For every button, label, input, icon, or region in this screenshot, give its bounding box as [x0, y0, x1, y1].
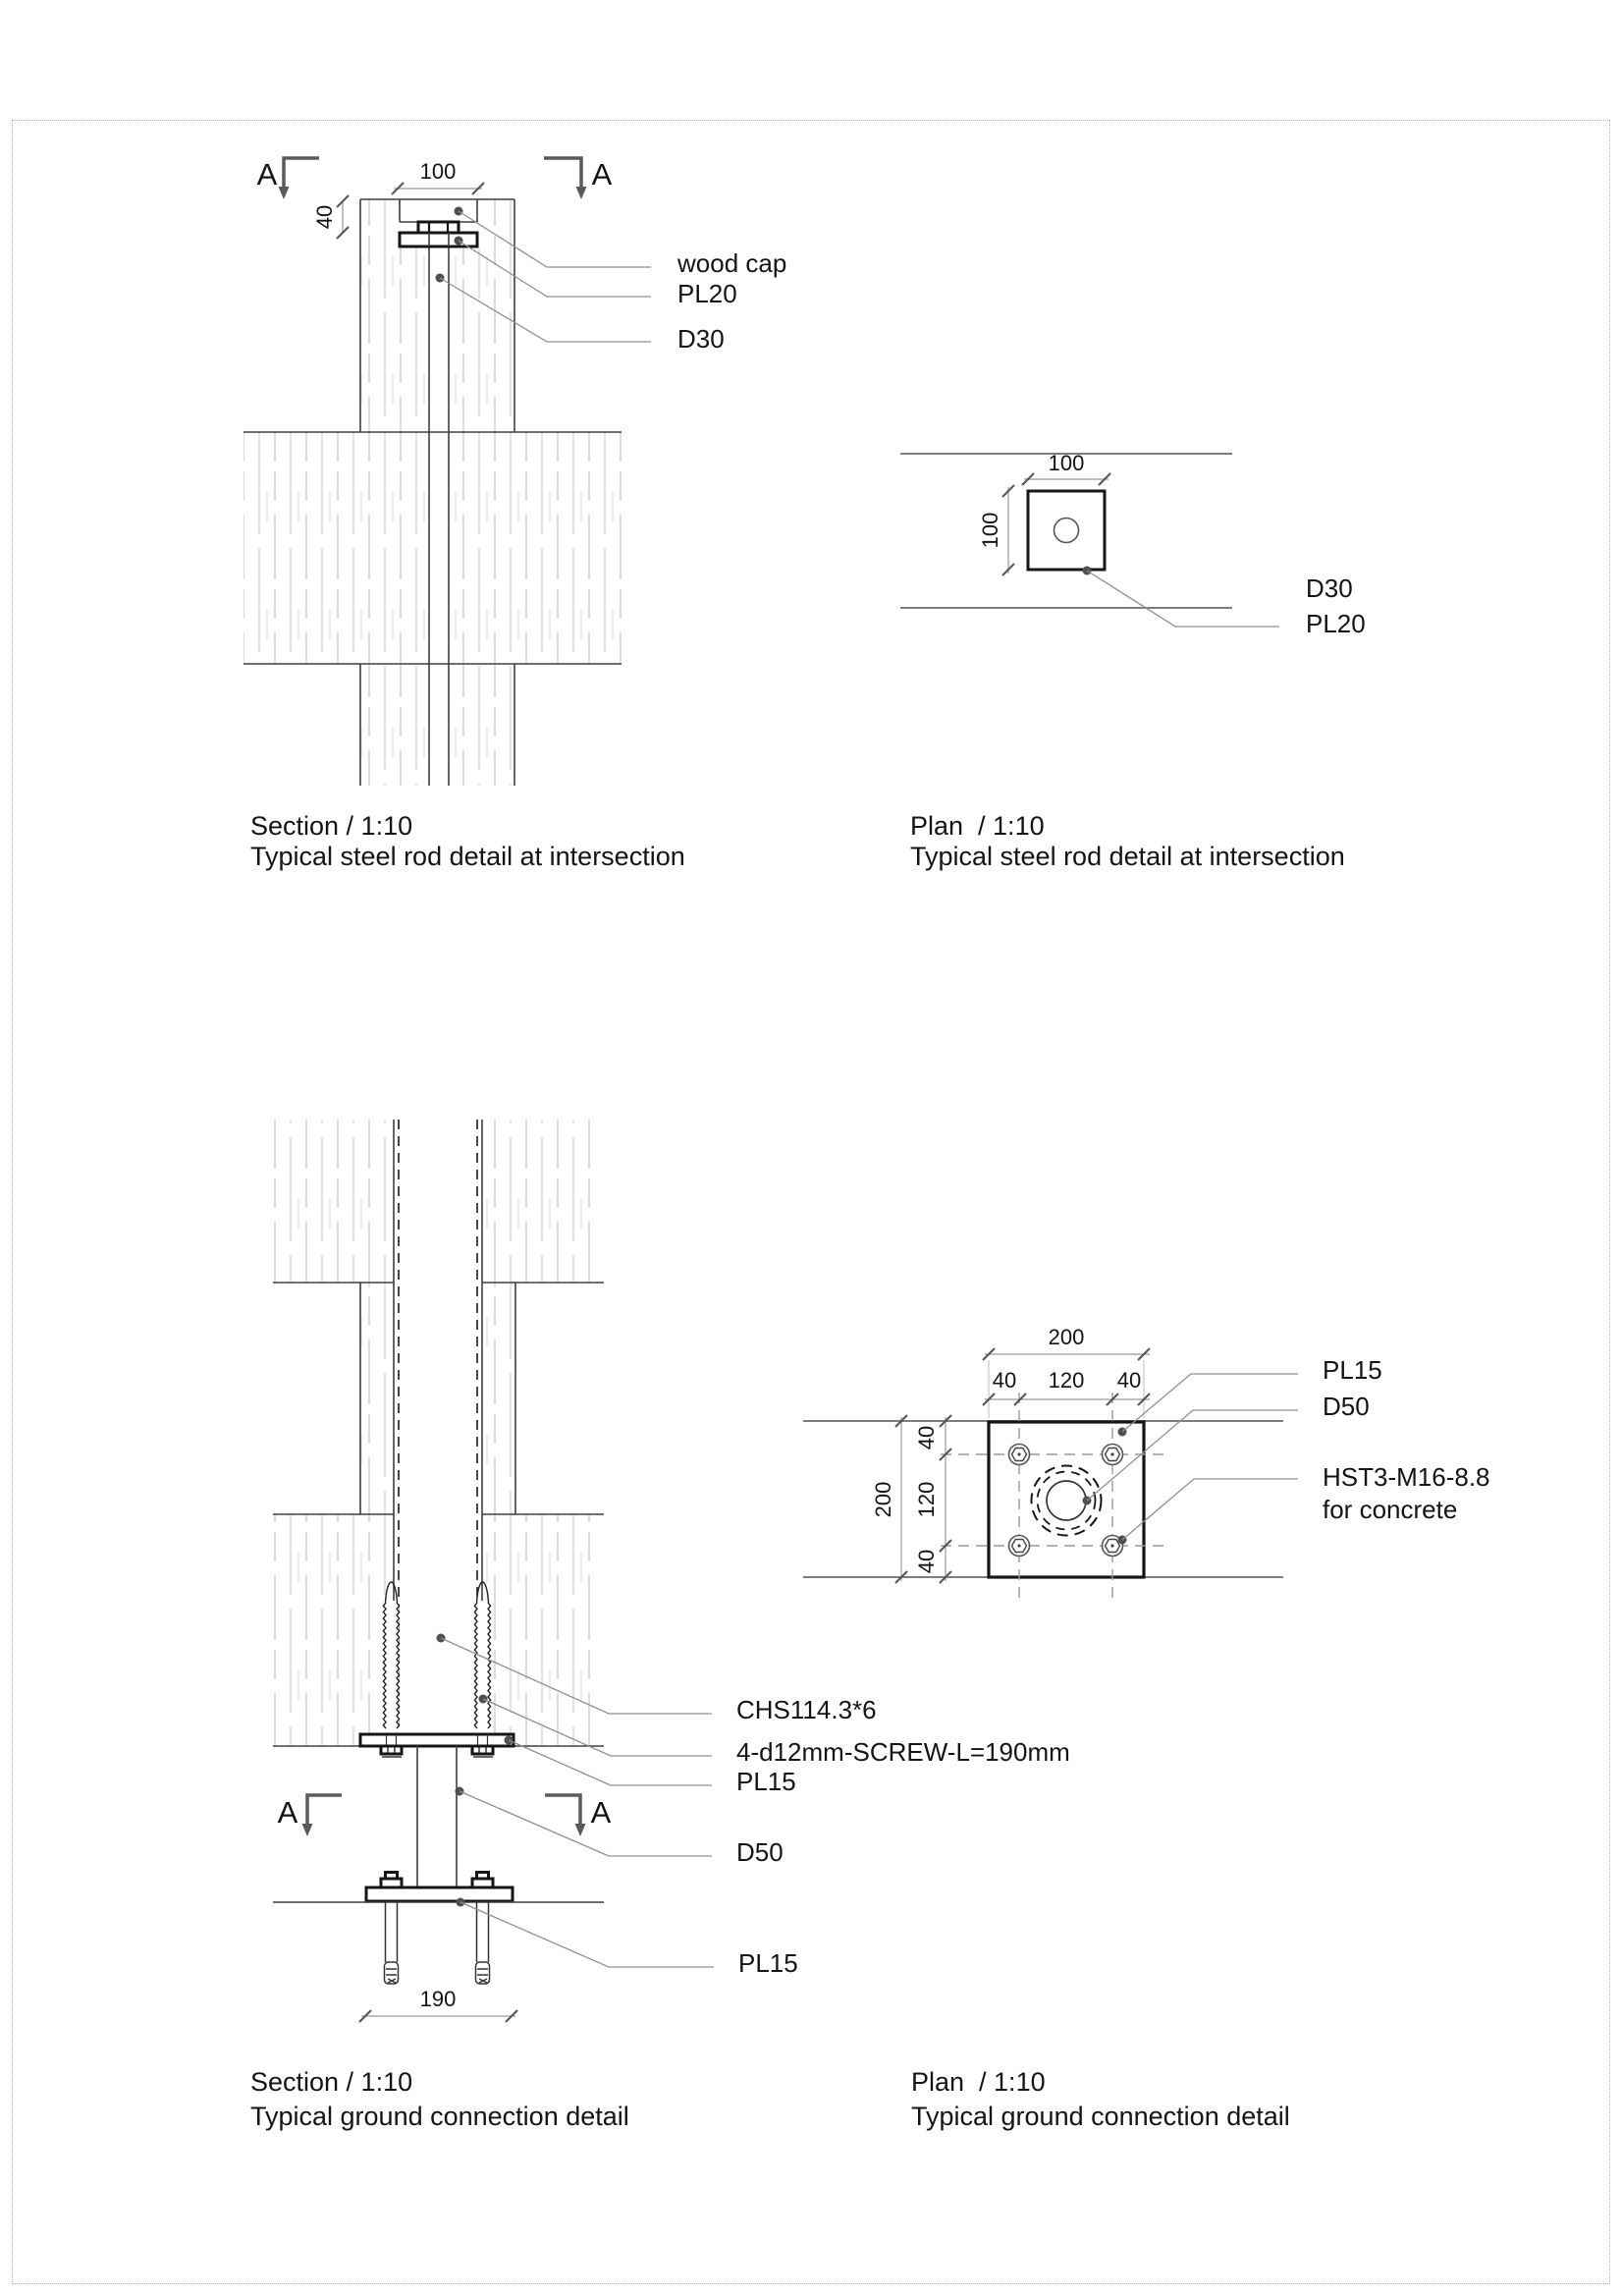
label-chs: CHS114.3*6 [736, 1694, 877, 1724]
dim-cap-depth: 40 [311, 204, 337, 230]
leader-plan-labels [1087, 571, 1279, 627]
label-d50: D50 [736, 1836, 784, 1867]
ground-marker-letter-right: A [590, 1795, 612, 1831]
ground-arrow-left [302, 1824, 313, 1836]
dim-depth-part-3: 40 [913, 1549, 939, 1574]
label-d30: D30 [677, 323, 725, 354]
label-pl15-upper: PL15 [736, 1766, 796, 1796]
ground-marker-line-right [545, 1795, 580, 1825]
ground-marker-line-left [307, 1795, 342, 1825]
dim-depth-part-2: 120 [913, 1481, 939, 1518]
dim-width-part-2: 120 [1048, 1367, 1085, 1393]
label-plan-hst3-line2: for concrete [1323, 1494, 1458, 1524]
section-steel-rod-intersection [243, 157, 786, 871]
caption-ground-section-title: Section / 1:10 [250, 2067, 413, 2098]
anchor-bolt-plan-tl [1009, 1445, 1030, 1465]
caption-top-plan-title: Plan / 1:10 [910, 811, 1045, 842]
section-arrow-left [279, 187, 290, 199]
plate-pl15-lower [366, 1887, 513, 1901]
rod-nut [418, 222, 459, 233]
dim-plan-height: 100 [977, 512, 1002, 549]
dim-cap-width: 100 [419, 158, 457, 184]
anchor-bolt-plan-bl [1009, 1536, 1030, 1557]
section-marker-line-left [284, 158, 319, 188]
leader-plan-pl15 [1122, 1374, 1298, 1432]
plate-pl15-upper [360, 1734, 514, 1746]
rod-d50-plan [1047, 1481, 1086, 1520]
leader-plan-hst3 [1122, 1479, 1298, 1540]
leader-pl15-upper [509, 1740, 712, 1785]
caption-top-plan-subtitle: Typical steel rod detail at intersection [910, 842, 1345, 872]
dim-base-width: 190 [419, 1986, 457, 2011]
leader-pl15-lower [460, 1902, 714, 1967]
dim-depth-part-1: 40 [913, 1425, 939, 1450]
label-wood-cap: wood cap [677, 247, 787, 278]
label-plan-hst3: HST3-M16-8.8 [1323, 1461, 1490, 1492]
dim-total-depth: 200 [870, 1481, 895, 1518]
label-plan-pl20: PL20 [1306, 608, 1366, 638]
anchor-shafts [386, 1902, 489, 1962]
post-d50 [417, 1746, 457, 1887]
section-marker-line-right [544, 158, 581, 188]
dim-total-width: 200 [1048, 1324, 1085, 1349]
section-arrow-right [576, 187, 587, 199]
caption-ground-section-subtitle: Typical ground connection detail [250, 2102, 629, 2132]
section-marker-letter-right: A [591, 157, 613, 192]
dim-plan-width: 100 [1048, 450, 1085, 475]
ground-arrow-right [575, 1824, 586, 1836]
label-plan-d30: D30 [1306, 573, 1353, 603]
screw-nut-right [472, 1746, 493, 1754]
section-marker-letter-left: A [256, 157, 278, 192]
plan-steel-rod-intersection [900, 451, 1366, 871]
caption-top-section-subtitle: Typical steel rod detail at intersection [250, 842, 685, 872]
label-screw: 4-d12mm-SCREW-L=190mm [736, 1736, 1070, 1767]
label-pl20: PL20 [677, 278, 737, 308]
dim-width-part-3: 40 [1116, 1367, 1142, 1393]
anchor-bolt-plan-tr [1103, 1445, 1123, 1465]
ground-marker-letter-left: A [277, 1795, 298, 1831]
label-plan-d50: D50 [1323, 1391, 1370, 1421]
section-ground-connection [250, 1120, 1070, 2131]
caption-top-section-title: Section / 1:10 [250, 811, 413, 842]
caption-ground-plan-title: Plan / 1:10 [911, 2067, 1046, 2098]
caption-ground-plan-subtitle: Typical ground connection detail [911, 2102, 1290, 2132]
screw-nut-left [381, 1746, 402, 1754]
dim-width-part-1: 40 [992, 1367, 1017, 1393]
label-plan-pl15: PL15 [1323, 1354, 1382, 1385]
rod-hole-d30 [1054, 519, 1079, 543]
plan-ground-connection [803, 1325, 1490, 2131]
label-pl15-lower: PL15 [738, 1947, 798, 1978]
